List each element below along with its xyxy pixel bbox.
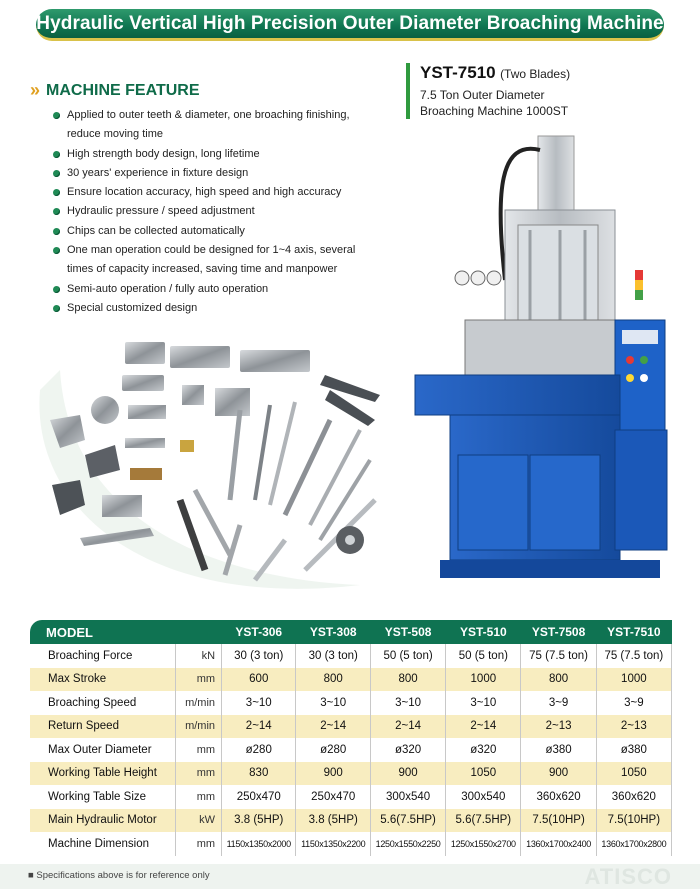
cell: 1050 <box>446 762 521 786</box>
machine-foot <box>440 560 660 578</box>
cell: 1250x1550x2700 <box>446 832 521 856</box>
model-desc-line2: Broaching Machine 1000ST <box>420 104 569 118</box>
feature-item: Hydraulic pressure / speed adjustment <box>53 202 383 221</box>
footnote-text: Specifications above is for reference only <box>36 870 210 881</box>
row-label: Working Table Size <box>30 785 176 809</box>
model-block <box>406 63 656 119</box>
row-label: Max Outer Diameter <box>30 738 176 762</box>
row-unit: mm <box>176 738 222 762</box>
cabinet-door <box>530 455 600 550</box>
machine-illustration <box>410 130 675 600</box>
cell: 1250x1550x2250 <box>370 832 445 856</box>
row-unit: m/min <box>176 715 222 739</box>
pliers-part <box>320 375 380 426</box>
cell: 3.8 (5HP) <box>296 809 370 833</box>
table-row <box>30 809 672 833</box>
table-row <box>30 832 672 856</box>
table-header-row <box>30 620 672 644</box>
cell: 3~10 <box>296 691 370 715</box>
cell: 50 (5 ton) <box>446 644 521 668</box>
table-row <box>30 644 672 668</box>
bracket-part <box>102 495 142 517</box>
table-row <box>30 691 672 715</box>
lock-part <box>180 440 194 452</box>
cell: 2~14 <box>222 715 296 739</box>
rail-part <box>170 346 230 368</box>
broaching-machine-image <box>410 130 675 600</box>
cell: ø280 <box>222 738 296 762</box>
header-model: YST-306 <box>222 620 296 644</box>
gear-part <box>91 396 119 424</box>
cell: 1150x1350x2000 <box>222 832 296 856</box>
row-unit: mm <box>176 832 222 856</box>
cell: 2~14 <box>370 715 445 739</box>
cell: 30 (3 ton) <box>222 644 296 668</box>
cell: 1000 <box>596 668 671 692</box>
feature-item: Special customized design <box>53 299 383 318</box>
cell: 30 (3 ton) <box>296 644 370 668</box>
cell: 50 (5 ton) <box>370 644 445 668</box>
plate-part <box>85 445 120 478</box>
block-part <box>128 405 166 419</box>
broached-parts-collage <box>30 330 450 600</box>
parts-illustration <box>30 330 450 600</box>
work-area <box>465 320 625 375</box>
feature-item: Ensure location accuracy, high speed and high accuracy <box>53 183 383 202</box>
row-unit: kW <box>176 809 222 833</box>
header-model: YST-7508 <box>521 620 596 644</box>
cell: 300x540 <box>370 785 445 809</box>
cell: 2~13 <box>521 715 596 739</box>
cell: 800 <box>521 668 596 692</box>
shaft-part <box>130 468 162 480</box>
model-blades: (Two Blades) <box>500 67 571 81</box>
cell: 2~14 <box>446 715 521 739</box>
cell: 1150x1350x2200 <box>296 832 370 856</box>
cell: 75 (7.5 ton) <box>521 644 596 668</box>
cell: 3~10 <box>370 691 445 715</box>
rod-part <box>270 402 295 505</box>
cell: 5.6(7.5HP) <box>446 809 521 833</box>
header-model: YST-510 <box>446 620 521 644</box>
row-label: Max Stroke <box>30 668 176 692</box>
cell: 250x470 <box>296 785 370 809</box>
page-title: Hydraulic Vertical High Precision Outer Diameter Broaching Machine <box>36 12 664 34</box>
cell: ø380 <box>596 738 671 762</box>
cell: 600 <box>222 668 296 692</box>
table-row <box>30 715 672 739</box>
cell: 3~10 <box>446 691 521 715</box>
cell: 800 <box>370 668 445 692</box>
cell: 830 <box>222 762 296 786</box>
row-unit: mm <box>176 762 222 786</box>
feature-title: MACHINE FEATURE <box>46 81 200 99</box>
cell: 900 <box>370 762 445 786</box>
rod-part <box>255 405 270 500</box>
cell: 900 <box>296 762 370 786</box>
row-unit: kN <box>176 644 222 668</box>
header-model-label: MODEL <box>30 620 222 644</box>
cell: 3~9 <box>596 691 671 715</box>
cell: 2~13 <box>596 715 671 739</box>
cell: 75 (7.5 ton) <box>596 644 671 668</box>
signal-tower <box>635 270 643 280</box>
feature-item: Semi-auto operation / fully auto operation <box>53 280 383 299</box>
table-row <box>30 785 672 809</box>
cell: ø320 <box>370 738 445 762</box>
cabinet-door <box>458 455 528 550</box>
spanner-part <box>255 540 285 580</box>
plate-part <box>52 480 85 515</box>
feature-item: 30 years' experience in fixture design <box>53 164 383 183</box>
bullet-icon: ■ <box>28 870 37 881</box>
cell: 1360x1700x2800 <box>596 832 671 856</box>
cell: 1000 <box>446 668 521 692</box>
row-label: Machine Dimension <box>30 832 176 856</box>
hydraulic-cylinder <box>538 136 574 216</box>
title-banner <box>36 9 664 41</box>
cell: 5.6(7.5HP) <box>370 809 445 833</box>
row-label: Main Hydraulic Motor <box>30 809 176 833</box>
feature-item: One man operation could be designed for 1~4 axis, several times of capacity increased, saving time and manpower <box>53 241 383 280</box>
rail-part <box>122 375 164 391</box>
cell: 300x540 <box>446 785 521 809</box>
header-model: YST-7510 <box>596 620 671 644</box>
cell: 2~14 <box>296 715 370 739</box>
cell: 3~10 <box>222 691 296 715</box>
feature-item: Applied to outer teeth & diameter, one broaching finishing, reduce moving time <box>53 106 383 145</box>
cell: 3~9 <box>521 691 596 715</box>
row-unit: m/min <box>176 691 222 715</box>
footnote <box>28 870 210 881</box>
double-chevron-icon: » <box>30 80 37 100</box>
feature-item: Chips can be collected automatically <box>53 222 383 241</box>
table-row <box>30 668 672 692</box>
pressure-gauge <box>471 271 485 285</box>
table-row <box>30 762 672 786</box>
model-description <box>420 87 656 119</box>
cell: ø320 <box>446 738 521 762</box>
cell: ø280 <box>296 738 370 762</box>
cell: 3.8 (5HP) <box>222 809 296 833</box>
side-hopper <box>615 430 667 550</box>
specification-table <box>30 620 672 856</box>
cell: 800 <box>296 668 370 692</box>
cell: 1050 <box>596 762 671 786</box>
feature-item: High strength body design, long lifetime <box>53 145 383 164</box>
header-model: YST-308 <box>296 620 370 644</box>
rod-part <box>230 410 240 500</box>
cell: 7.5(10HP) <box>596 809 671 833</box>
brand-logo: ATISCO <box>584 864 672 889</box>
row-label: Broaching Speed <box>30 691 176 715</box>
cutter-hole <box>345 535 355 545</box>
rail-part <box>125 342 165 364</box>
feature-heading <box>30 80 200 101</box>
header-model: YST-508 <box>370 620 445 644</box>
row-label: Return Speed <box>30 715 176 739</box>
row-label: Working Table Height <box>30 762 176 786</box>
feature-list <box>53 106 383 318</box>
cell: 360x620 <box>521 785 596 809</box>
rail-part <box>240 350 310 372</box>
pressure-gauge <box>487 271 501 285</box>
model-desc-line1: 7.5 Ton Outer Diameter <box>420 88 545 102</box>
cell: 250x470 <box>222 785 296 809</box>
cell: ø380 <box>521 738 596 762</box>
model-name: YST-7510 <box>420 63 496 82</box>
table-row <box>30 738 672 762</box>
row-unit: mm <box>176 668 222 692</box>
machine-base <box>415 375 620 415</box>
pressure-gauge <box>455 271 469 285</box>
cell: 360x620 <box>596 785 671 809</box>
row-unit: mm <box>176 785 222 809</box>
block-part <box>215 388 250 416</box>
cell: 1360x1700x2400 <box>521 832 596 856</box>
block-part <box>182 385 204 405</box>
shaft-part <box>125 438 165 448</box>
row-label: Broaching Force <box>30 644 176 668</box>
cell: 7.5(10HP) <box>521 809 596 833</box>
spanner-part <box>195 490 230 555</box>
cell: 900 <box>521 762 596 786</box>
